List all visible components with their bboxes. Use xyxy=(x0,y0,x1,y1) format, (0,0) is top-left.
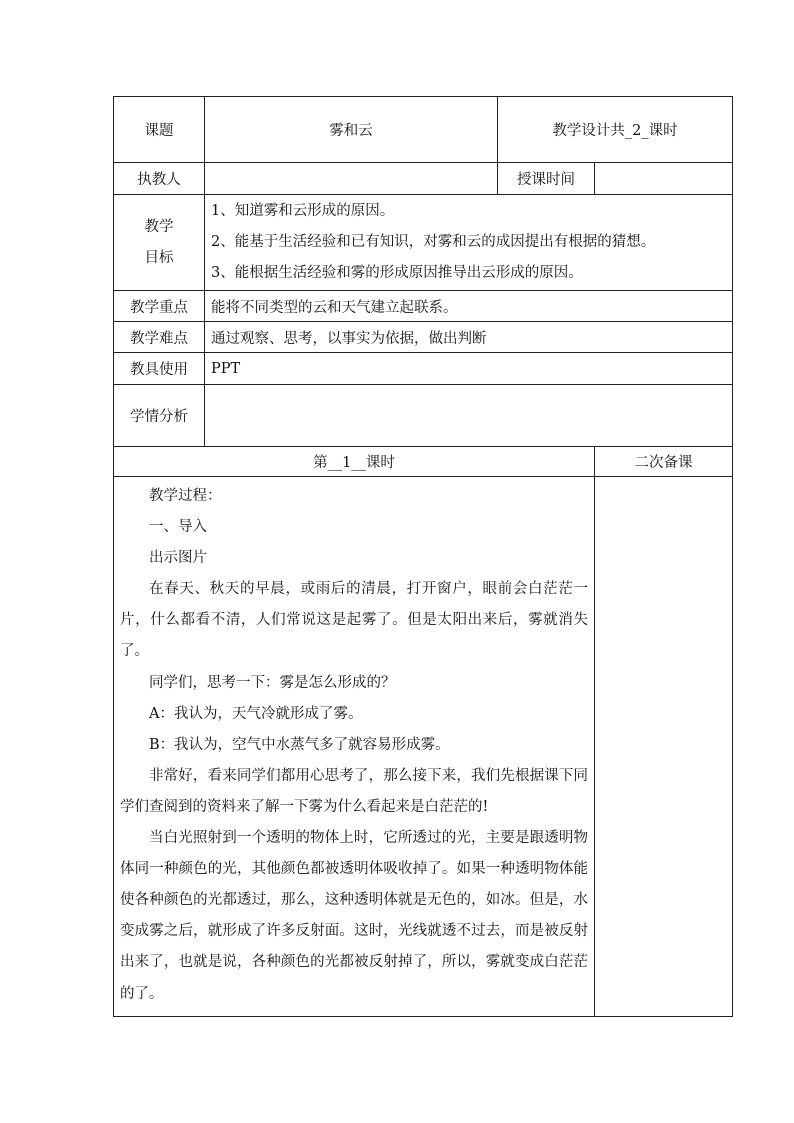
analysis-label: 学情分析 xyxy=(114,385,205,447)
teacher-value xyxy=(205,163,498,195)
design-periods: 教学设计共_2_课时 xyxy=(498,97,733,163)
analysis-value xyxy=(205,385,733,447)
time-label: 授课时间 xyxy=(498,163,595,195)
process-paragraph: 当白光照射到一个透明的物体上时，它所透过的光，主要是跟透明物体同一种颜色的光，其他颜色都被透明体吸收掉了。如果一种透明物体能使各种颜色的光都透过，那么，这种透明体就是无色的，如冰。但是，水变成雾之后，就形成了许多反射面。这时，光线就透不过去，而是被反射出来了，也就是说，各种颜色的光都被反射掉了，所以，雾就变成白茫茫的了。 xyxy=(120,830,588,1002)
difficulties-label: 教学难点 xyxy=(114,322,205,353)
tools-value: PPT xyxy=(205,353,733,385)
period-header-row xyxy=(114,447,733,477)
key-points-row xyxy=(114,291,733,322)
objective-item: 1、知道雾和云形成的原因。 xyxy=(211,203,395,219)
objectives-row xyxy=(114,195,733,291)
key-points-label: 教学重点 xyxy=(114,291,205,322)
objective-item: 3、能根据生活经验和雾的形成原因推导出云形成的原因。 xyxy=(211,265,583,281)
process-paragraph: B：我认为，空气中水蒸气多了就容易形成雾。 xyxy=(149,736,450,753)
tools-row xyxy=(114,353,733,385)
objectives-label xyxy=(114,195,205,291)
objective-item: 2、能基于生活经验和已有知识，对雾和云的成因提出有根据的猜想。 xyxy=(211,234,656,250)
process-paragraph: 出示图片 xyxy=(149,550,207,567)
teacher-row xyxy=(114,163,733,195)
process-row xyxy=(114,477,733,1017)
period-title: 第__1__课时 xyxy=(114,447,595,477)
analysis-row xyxy=(114,385,733,447)
process-paragraph: 教学过程： xyxy=(149,488,222,504)
objectives-label-line2: 目标 xyxy=(144,249,174,266)
teacher-label: 执教人 xyxy=(114,163,205,195)
lesson-plan-table xyxy=(113,96,733,1017)
process-paragraph: 非常好，看来同学们都用心思考了，那么接下来，我们先根据课下同学们查阅到的资料来了解一下雾为什么看起来是白茫茫的! xyxy=(120,767,588,815)
key-points-value: 能将不同类型的云和天气建立起联系。 xyxy=(205,291,733,322)
topic-label: 课题 xyxy=(114,97,205,163)
process-paragraph: 一、导入 xyxy=(149,519,207,536)
difficulties-value: 通过观察、思考，以事实为依据，做出判断 xyxy=(205,322,733,353)
teaching-process xyxy=(114,477,595,1017)
tools-label: 教具使用 xyxy=(114,353,205,385)
difficulties-row xyxy=(114,322,733,353)
process-paragraph: 在春天、秋天的早晨，或雨后的清晨，打开窗户，眼前会白茫茫一片，什么都看不清，人们常说这是起雾了。但是太阳出来后，雾就消失了。 xyxy=(120,581,588,660)
process-paragraph: 同学们，思考一下：雾是怎么形成的？ xyxy=(149,674,396,691)
topic-row xyxy=(114,97,733,163)
process-paragraph: A：我认为，天气冷就形成了雾。 xyxy=(149,705,363,722)
objectives-list xyxy=(205,195,733,291)
second-prep-notes xyxy=(595,477,733,1017)
time-value xyxy=(595,163,733,195)
second-prep-title: 二次备课 xyxy=(595,447,733,477)
topic-value: 雾和云 xyxy=(205,97,498,163)
objectives-label-line1: 教学 xyxy=(144,218,174,235)
